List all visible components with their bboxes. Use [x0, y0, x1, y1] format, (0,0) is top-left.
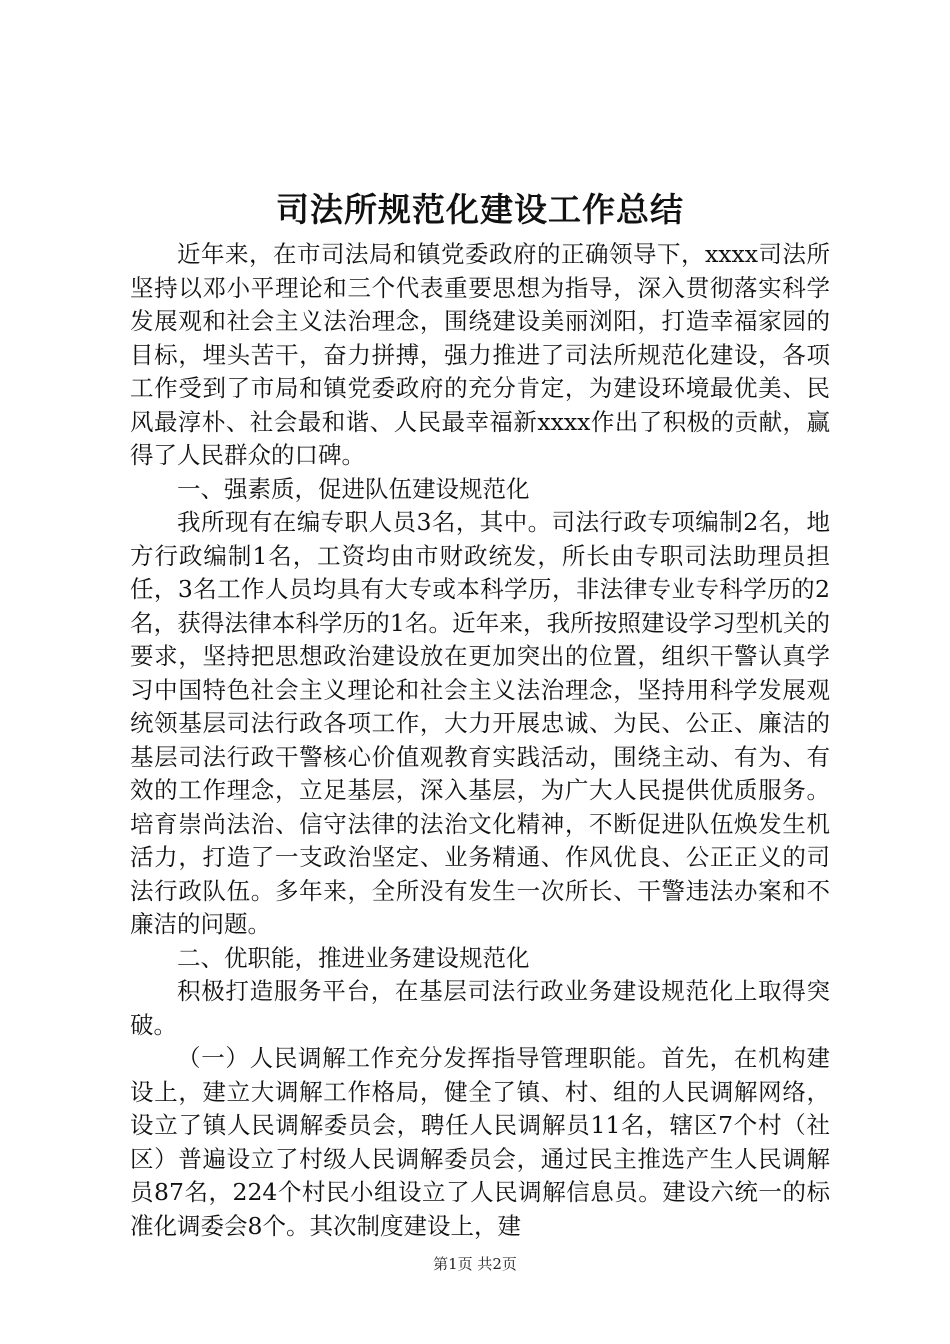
- section-heading-2: 二、优职能，推进业务建设规范化: [177, 943, 530, 972]
- section-heading-1: 一、强素质，促进队伍建设规范化: [177, 474, 530, 503]
- subsection-1-paragraph: （一）人民调解工作充分发挥指导管理职能。首先，在机构建设上，建立大调解工作格局，健全了镇、村、组的人民调解网络，设立了镇人民调解委员会，聘任人民调解员11名，辖区7个村（社区）普遍设立了村级人民调解委员会，通过民主推选产生人民调解员87名，224个村民小组设立了人民调解信息员。建设六统一的标准化调委会8个。其次制度建设上，建: [130, 1044, 830, 1240]
- page-footer: 第1页 共2页: [433, 1255, 517, 1273]
- section-2-paragraph: 积极打造服务平台，在基层司法行政业务建设规范化上取得突破。: [130, 977, 830, 1039]
- document-page: [130, 186, 830, 1243]
- intro-paragraph: 近年来，在市司法局和镇党委政府的正确领导下，xxxx司法所坚持以邓小平理论和三个代表重要思想为指导，深入贯彻落实科学发展观和社会主义法治理念，围绕建设美丽浏阳，打造幸福家园的目标，埋头苦干，奋力拼搏，强力推进了司法所规范化建设，各项工作受到了市局和镇党委政府的充分肯定，为建设环境最优美、民风最淳朴、社会最和谐、人民最幸福新xxxx作出了积极的贡献，赢得了人民群众的口碑。: [130, 240, 830, 469]
- document-title: 司法所规范化建设工作总结: [276, 190, 684, 229]
- section-1-paragraph: 我所现有在编专职人员3名，其中。司法行政专项编制2名，地方行政编制1名，工资均由市财政统发，所长由专职司法助理员担任，3名工作人员均具有大专或本科学历，非法律专业专科学历的2名，获得法律本科学历的1名。近年来，我所按照建设学习型机关的要求，坚持把思想政治建设放在更加突出的位置，组织干警认真学习中国特色社会主义理论和社会主义法治理念，坚持用科学发展观统领基层司法行政各项工作，大力开展忠诚、为民、公正、廉洁的基层司法行政干警核心价值观教育实践活动，围绕主动、有为、有效的工作理念，立足基层，深入基层，为广大人民提供优质服务。培育崇尚法治、信守法律的法治文化精神，不断促进队伍焕发生机活力，打造了一支政治坚定、业务精通、作风优良、公正正义的司法行政队伍。多年来，全所没有发生一次所长、干警违法办案和不廉洁的问题。: [130, 508, 830, 938]
